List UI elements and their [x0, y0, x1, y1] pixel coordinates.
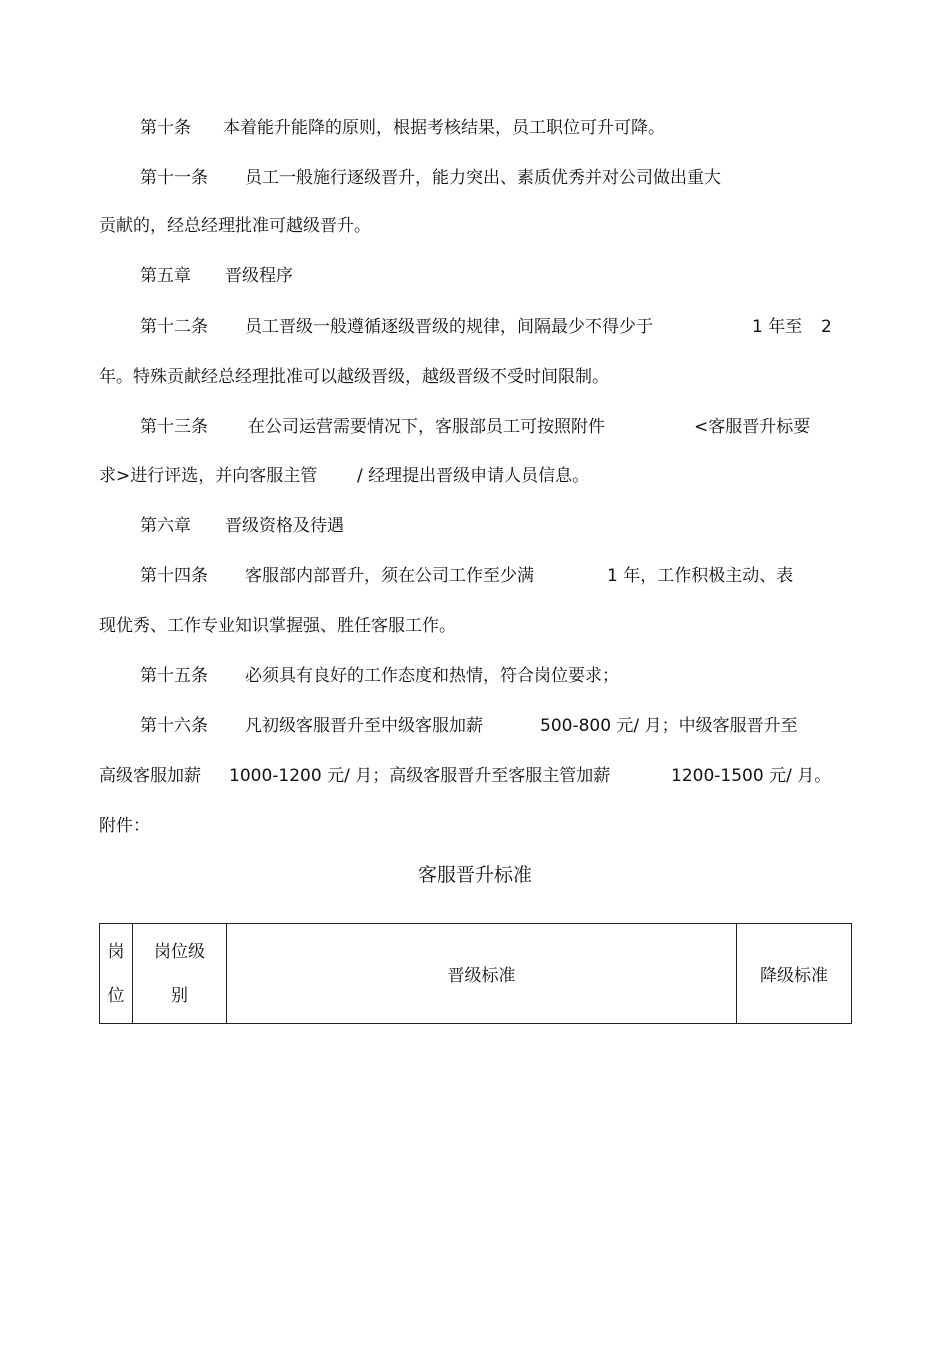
- article-13-text-line1: 在公司运营需要情况下，客服部员工可按照附件: [248, 417, 605, 437]
- chapter-5-title: 晋级程序: [225, 266, 293, 286]
- article-10-text: 本着能升能降的原则，根据考核结果，员工职位可升可降。: [223, 118, 665, 138]
- article-13-attachment-ref: <客服晋升标要: [694, 417, 811, 437]
- article-13-number: 第十三条: [140, 417, 208, 437]
- article-16-text-line2c: 1200-1500 元/ 月。: [671, 766, 832, 786]
- table-title: 客服晋升标准: [417, 864, 532, 886]
- chapter-6-number: 第六章: [140, 516, 191, 536]
- article-13-text-line2: 求>进行评选，并向客服主管: [99, 466, 318, 486]
- article-12-number: 第十二条: [140, 317, 208, 337]
- header-level-line1: 岗位级: [154, 941, 205, 962]
- article-12-text-line1: 员工晋级一般遵循逐级晋级的规律，间隔最少不得少于: [245, 317, 653, 337]
- header-promotion-text: 晋级标准: [447, 966, 516, 986]
- header-level-line2: 别: [171, 985, 188, 1006]
- article-11-text-line1: 员工一般施行逐级晋升，能力突出、素质优秀并对公司做出重大: [245, 168, 721, 188]
- article-14-number: 第十四条: [140, 566, 208, 586]
- attachment-label-text: 附件：: [99, 816, 150, 836]
- article-16-text-line1b: 500-800 元/ 月；中级客服晋升至: [540, 716, 798, 736]
- table-header-row: [100, 924, 852, 1024]
- article-16-text-line1: 凡初级客服晋升至中级客服加薪: [245, 716, 483, 736]
- article-12-years-min: 1 年至: [752, 317, 803, 337]
- article-12-text-line2: 年。特殊贡献经总经理批准可以越级晋级，越级晋级不受时间限制。: [99, 367, 609, 387]
- article-11-number: 第十一条: [140, 168, 208, 188]
- header-position: [100, 924, 133, 1024]
- article-14-text-line1: 客服部内部晋升，须在公司工作至少满: [245, 566, 534, 586]
- article-16-text-line2b: 1000-1200 元/ 月；高级客服晋升至客服主管加薪: [229, 766, 611, 786]
- header-promotion-standard: [227, 924, 737, 1024]
- article-15-text: 必须具有良好的工作态度和热情，符合岗位要求；: [245, 666, 619, 686]
- article-12-years-max: 2: [821, 317, 832, 337]
- article-10-number: 第十条: [140, 118, 191, 138]
- article-16-number: 第十六条: [140, 716, 208, 736]
- header-position-line2: 位: [107, 985, 125, 1006]
- chapter-5-number: 第五章: [140, 266, 191, 286]
- article-16-text-line2: 高级客服加薪: [99, 766, 201, 786]
- header-position-level: [133, 924, 227, 1024]
- header-position-line1: 岗: [107, 941, 125, 962]
- chapter-6-title: 晋级资格及待遇: [225, 516, 344, 536]
- article-14-text-line1b: 1 年，工作积极主动、表: [607, 566, 794, 586]
- article-13-text-line2b: / 经理提出晋级申请人员信息。: [357, 466, 590, 486]
- header-demotion-text: 降级标准: [760, 966, 828, 986]
- article-11-text-line2: 贡献的，经总经理批准可越级晋升。: [99, 216, 371, 236]
- promotion-standards-table: [99, 923, 852, 1024]
- article-15-number: 第十五条: [140, 666, 208, 686]
- header-demotion-standard: [737, 924, 852, 1024]
- article-14-text-line2: 现优秀、工作专业知识掌握强、胜任客服工作。: [99, 616, 456, 636]
